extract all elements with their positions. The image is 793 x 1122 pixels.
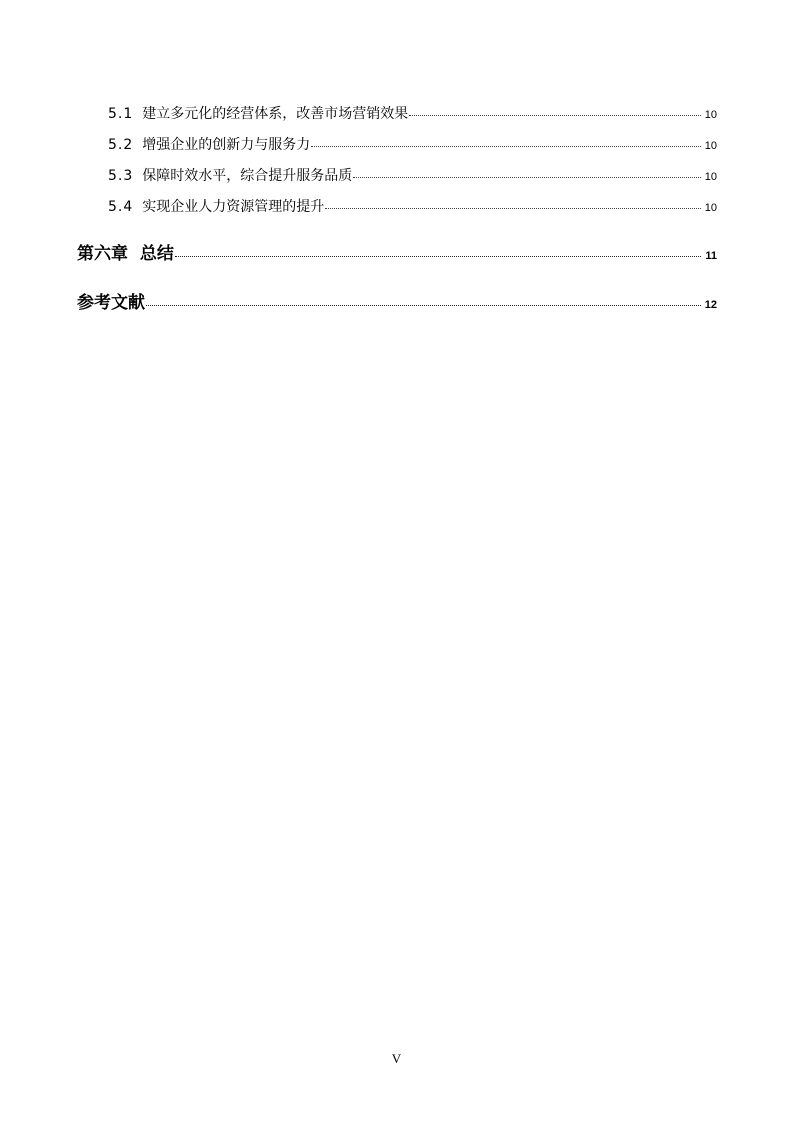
toc-page-number: 10 — [704, 140, 717, 152]
toc-dot-leader — [325, 207, 700, 209]
toc-dot-leader — [146, 304, 701, 306]
toc-entry-5-2[interactable] — [108, 134, 717, 154]
toc-dot-leader — [175, 255, 702, 257]
toc-section-title: 建立多元化的经营体系，改善市场营销效果 — [142, 106, 409, 122]
toc-dot-leader — [311, 145, 700, 147]
page-footer-number: V — [391, 1051, 402, 1066]
toc-page-number: 12 — [704, 299, 717, 311]
toc-page-number: 10 — [704, 171, 717, 183]
toc-page-number: 11 — [705, 250, 717, 262]
toc-page-number: 10 — [704, 109, 717, 121]
toc-section-number: 5.4 — [108, 199, 134, 215]
toc-entry-references[interactable] — [77, 288, 717, 313]
toc-section-title: 增强企业的创新力与服务力 — [142, 137, 311, 153]
toc-entry-chapter-6[interactable] — [77, 239, 717, 264]
toc-section-title: 保障时效水平，综合提升服务品质 — [142, 168, 353, 184]
toc-page-number: 10 — [704, 202, 717, 214]
toc-entry-5-4[interactable] — [108, 196, 717, 216]
toc-chapter-title: 第六章 总结 — [77, 244, 174, 264]
toc-section-number: 5.3 — [108, 168, 134, 184]
toc-section-number: 5.1 — [108, 106, 134, 122]
toc-chapter-title: 参考文献 — [77, 293, 145, 313]
toc-section-number: 5.2 — [108, 137, 134, 153]
toc-entry-5-1[interactable] — [108, 103, 717, 123]
toc-dot-leader — [409, 114, 700, 116]
toc-section-title: 实现企业人力资源管理的提升 — [142, 199, 325, 215]
toc-dot-leader — [353, 176, 700, 178]
toc-entry-5-3[interactable] — [108, 165, 717, 185]
